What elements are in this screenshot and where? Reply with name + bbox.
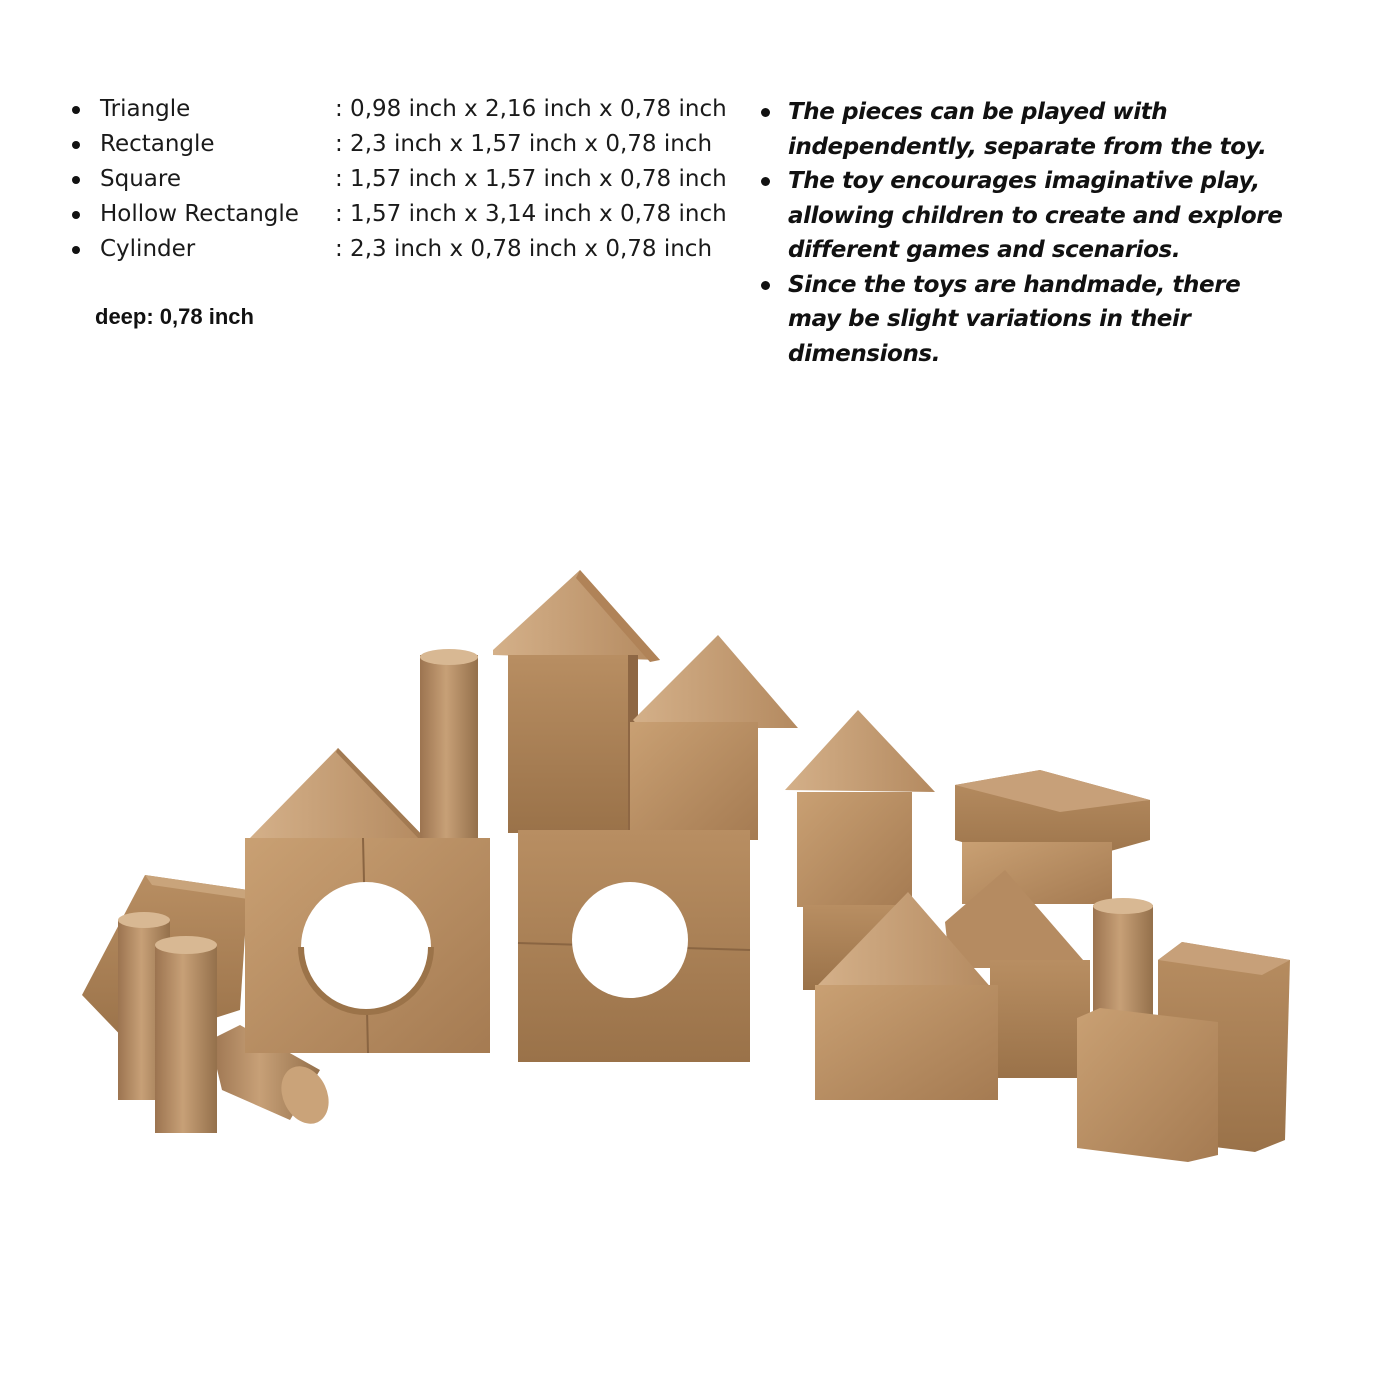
dimension-value: : 2,3 inch x 0,78 inch x 0,78 inch xyxy=(335,236,713,262)
dimension-name: Rectangle xyxy=(100,131,215,157)
dimension-value: : 2,3 inch x 1,57 inch x 0,78 inch xyxy=(335,131,713,157)
dimension-value: : 0,98 inch x 2,16 inch x 0,78 inch xyxy=(335,96,727,122)
square-block-center-top xyxy=(508,655,638,833)
dimension-name: Hollow Rectangle xyxy=(100,201,299,227)
dimension-value: : 1,57 inch x 1,57 inch x 0,78 inch xyxy=(335,166,727,192)
hollow-block-center xyxy=(518,830,750,1062)
bullet-icon xyxy=(72,141,80,149)
bullet-icon xyxy=(761,108,770,117)
notes-list xyxy=(752,95,1297,371)
square-block-center-right xyxy=(630,722,758,840)
dimension-name: Cylinder xyxy=(100,236,196,262)
note-text: Since the toys are handmade, there may be slight variations in their dimensions. xyxy=(788,271,1241,367)
dimension-name: Triangle xyxy=(100,96,191,122)
dimension-item-hollow-rectangle xyxy=(64,197,744,232)
note-text: The pieces can be played with independently, separate from the toy. xyxy=(788,99,1267,160)
bullet-icon xyxy=(72,246,80,254)
bullet-icon xyxy=(761,177,770,186)
note-item xyxy=(752,268,1297,372)
dimension-item-rectangle xyxy=(64,127,744,162)
bullet-icon xyxy=(72,211,80,219)
dimension-name: Square xyxy=(100,166,181,192)
dimension-value: : 1,57 inch x 3,14 inch x 0,78 inch xyxy=(335,201,727,227)
triangle-block-right xyxy=(785,710,935,792)
dimension-item-cylinder xyxy=(64,232,744,267)
note-item xyxy=(752,164,1297,268)
hollow-block-left xyxy=(245,838,490,1053)
depth-label: deep: 0,78 inch xyxy=(95,304,254,329)
cylinder-tall xyxy=(420,649,478,838)
dimensions-list xyxy=(64,92,744,267)
square-block-behind xyxy=(990,960,1090,1078)
triangle-block-left xyxy=(250,748,425,840)
bullet-icon xyxy=(72,106,80,114)
cylinder-standing-front xyxy=(155,936,217,1133)
wooden-blocks-photo xyxy=(0,540,1375,1180)
triangle-block-center-right xyxy=(633,635,798,728)
square-block-front-right xyxy=(1077,1008,1218,1162)
note-item xyxy=(752,95,1297,164)
dimension-item-square xyxy=(64,162,744,197)
rectangle-block-front xyxy=(815,985,998,1100)
triangle-block-top-center xyxy=(493,570,660,662)
bullet-icon xyxy=(761,281,770,290)
cylinder-right xyxy=(1093,898,1153,1020)
bullet-icon xyxy=(72,176,80,184)
dimension-item-triangle xyxy=(64,92,744,127)
note-text: The toy encourages imaginative play, allowing children to create and explore different games and scenarios. xyxy=(788,168,1283,263)
